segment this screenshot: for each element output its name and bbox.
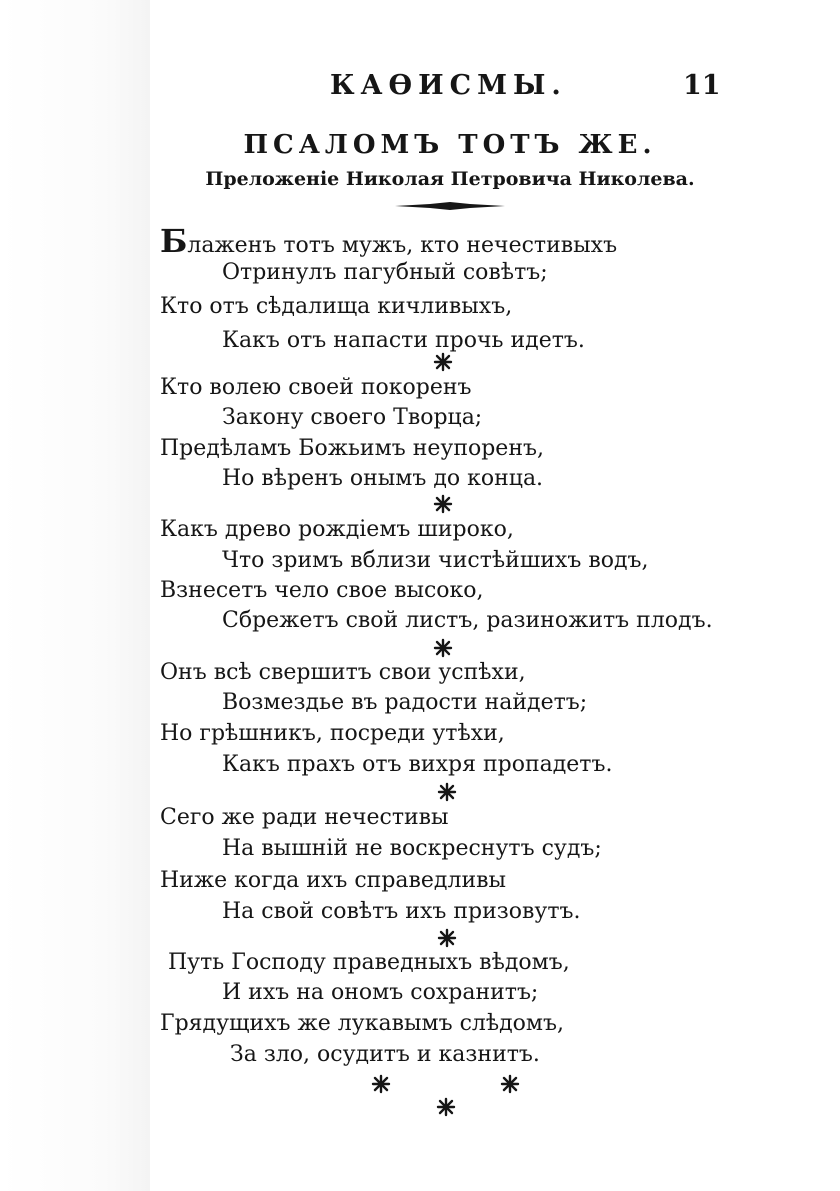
page-number: 11	[683, 70, 721, 101]
asterism-ornament-icon	[500, 1074, 520, 1094]
psalm-title: ПСАЛОМЪ ТОТЪ ЖЕ.	[243, 130, 657, 160]
poem-line: Но вѣренъ онымъ до конца.	[222, 466, 544, 491]
poem-line: Взнесетъ чело свое высоко,	[160, 578, 484, 603]
drop-cap: Б	[160, 222, 188, 260]
psalm-attribution: Преложеніе Николая Петровича Николева.	[205, 168, 695, 190]
poem-line: Что зримъ вблизи чистѣйшихъ водъ,	[222, 548, 649, 573]
asterism-ornament-icon	[436, 1097, 456, 1117]
poem-line: На вышній не воскреснутъ судъ;	[222, 836, 602, 861]
poem-line: Предѣламъ Божьимъ неупоренъ,	[160, 436, 544, 461]
poem-line: Возмездье въ радости найдетъ;	[222, 690, 588, 715]
poem-line: Какъ древо рождіемъ широко,	[160, 517, 514, 542]
poem-line: Закону своего Творца;	[222, 405, 483, 430]
poem-line: И ихъ на ономъ сохранитъ;	[222, 980, 539, 1005]
poem-line: Блаженъ тотъ мужъ, кто нечестивыхъ	[160, 222, 618, 260]
poem-line: Отринулъ пагубный совѣтъ;	[222, 260, 548, 285]
asterism-ornament-icon	[433, 352, 453, 372]
running-title: КАѲИСМЫ.	[330, 70, 567, 101]
poem-line: Но грѣшникъ, посреди утѣхи,	[160, 721, 505, 746]
poem-line: Какъ отъ напасти прочь идетъ.	[222, 328, 585, 353]
poem-line: Какъ прахъ отъ вихря пропадетъ.	[222, 752, 613, 777]
poem-line: Сбрежетъ свой листъ, разиножитъ плодъ.	[222, 608, 713, 633]
asterism-ornament-icon	[433, 638, 453, 658]
asterism-ornament-icon	[433, 494, 453, 514]
poem-line: Онъ всѣ свершитъ свои успѣхи,	[160, 660, 526, 685]
poem-line: Путь Господу праведныхъ вѣдомъ,	[168, 950, 570, 975]
poem-line: Кто отъ сѣдалища кичливыхъ,	[160, 294, 513, 319]
poem-line: Ниже когда ихъ справедливы	[160, 868, 507, 893]
poem-line: Кто волею своей покоренъ	[160, 375, 472, 400]
poem-line: На свой совѣтъ ихъ призовутъ.	[222, 899, 581, 924]
poem-line: Сего же ради нечестивы	[160, 805, 449, 830]
asterism-ornament-icon	[437, 928, 457, 948]
asterism-ornament-icon	[437, 782, 457, 802]
asterism-ornament-icon	[371, 1074, 391, 1094]
poem-line: За зло, осудитъ и казнитъ.	[230, 1042, 540, 1067]
poem-line: Грядущихъ же лукавымъ слѣдомъ,	[160, 1011, 565, 1036]
